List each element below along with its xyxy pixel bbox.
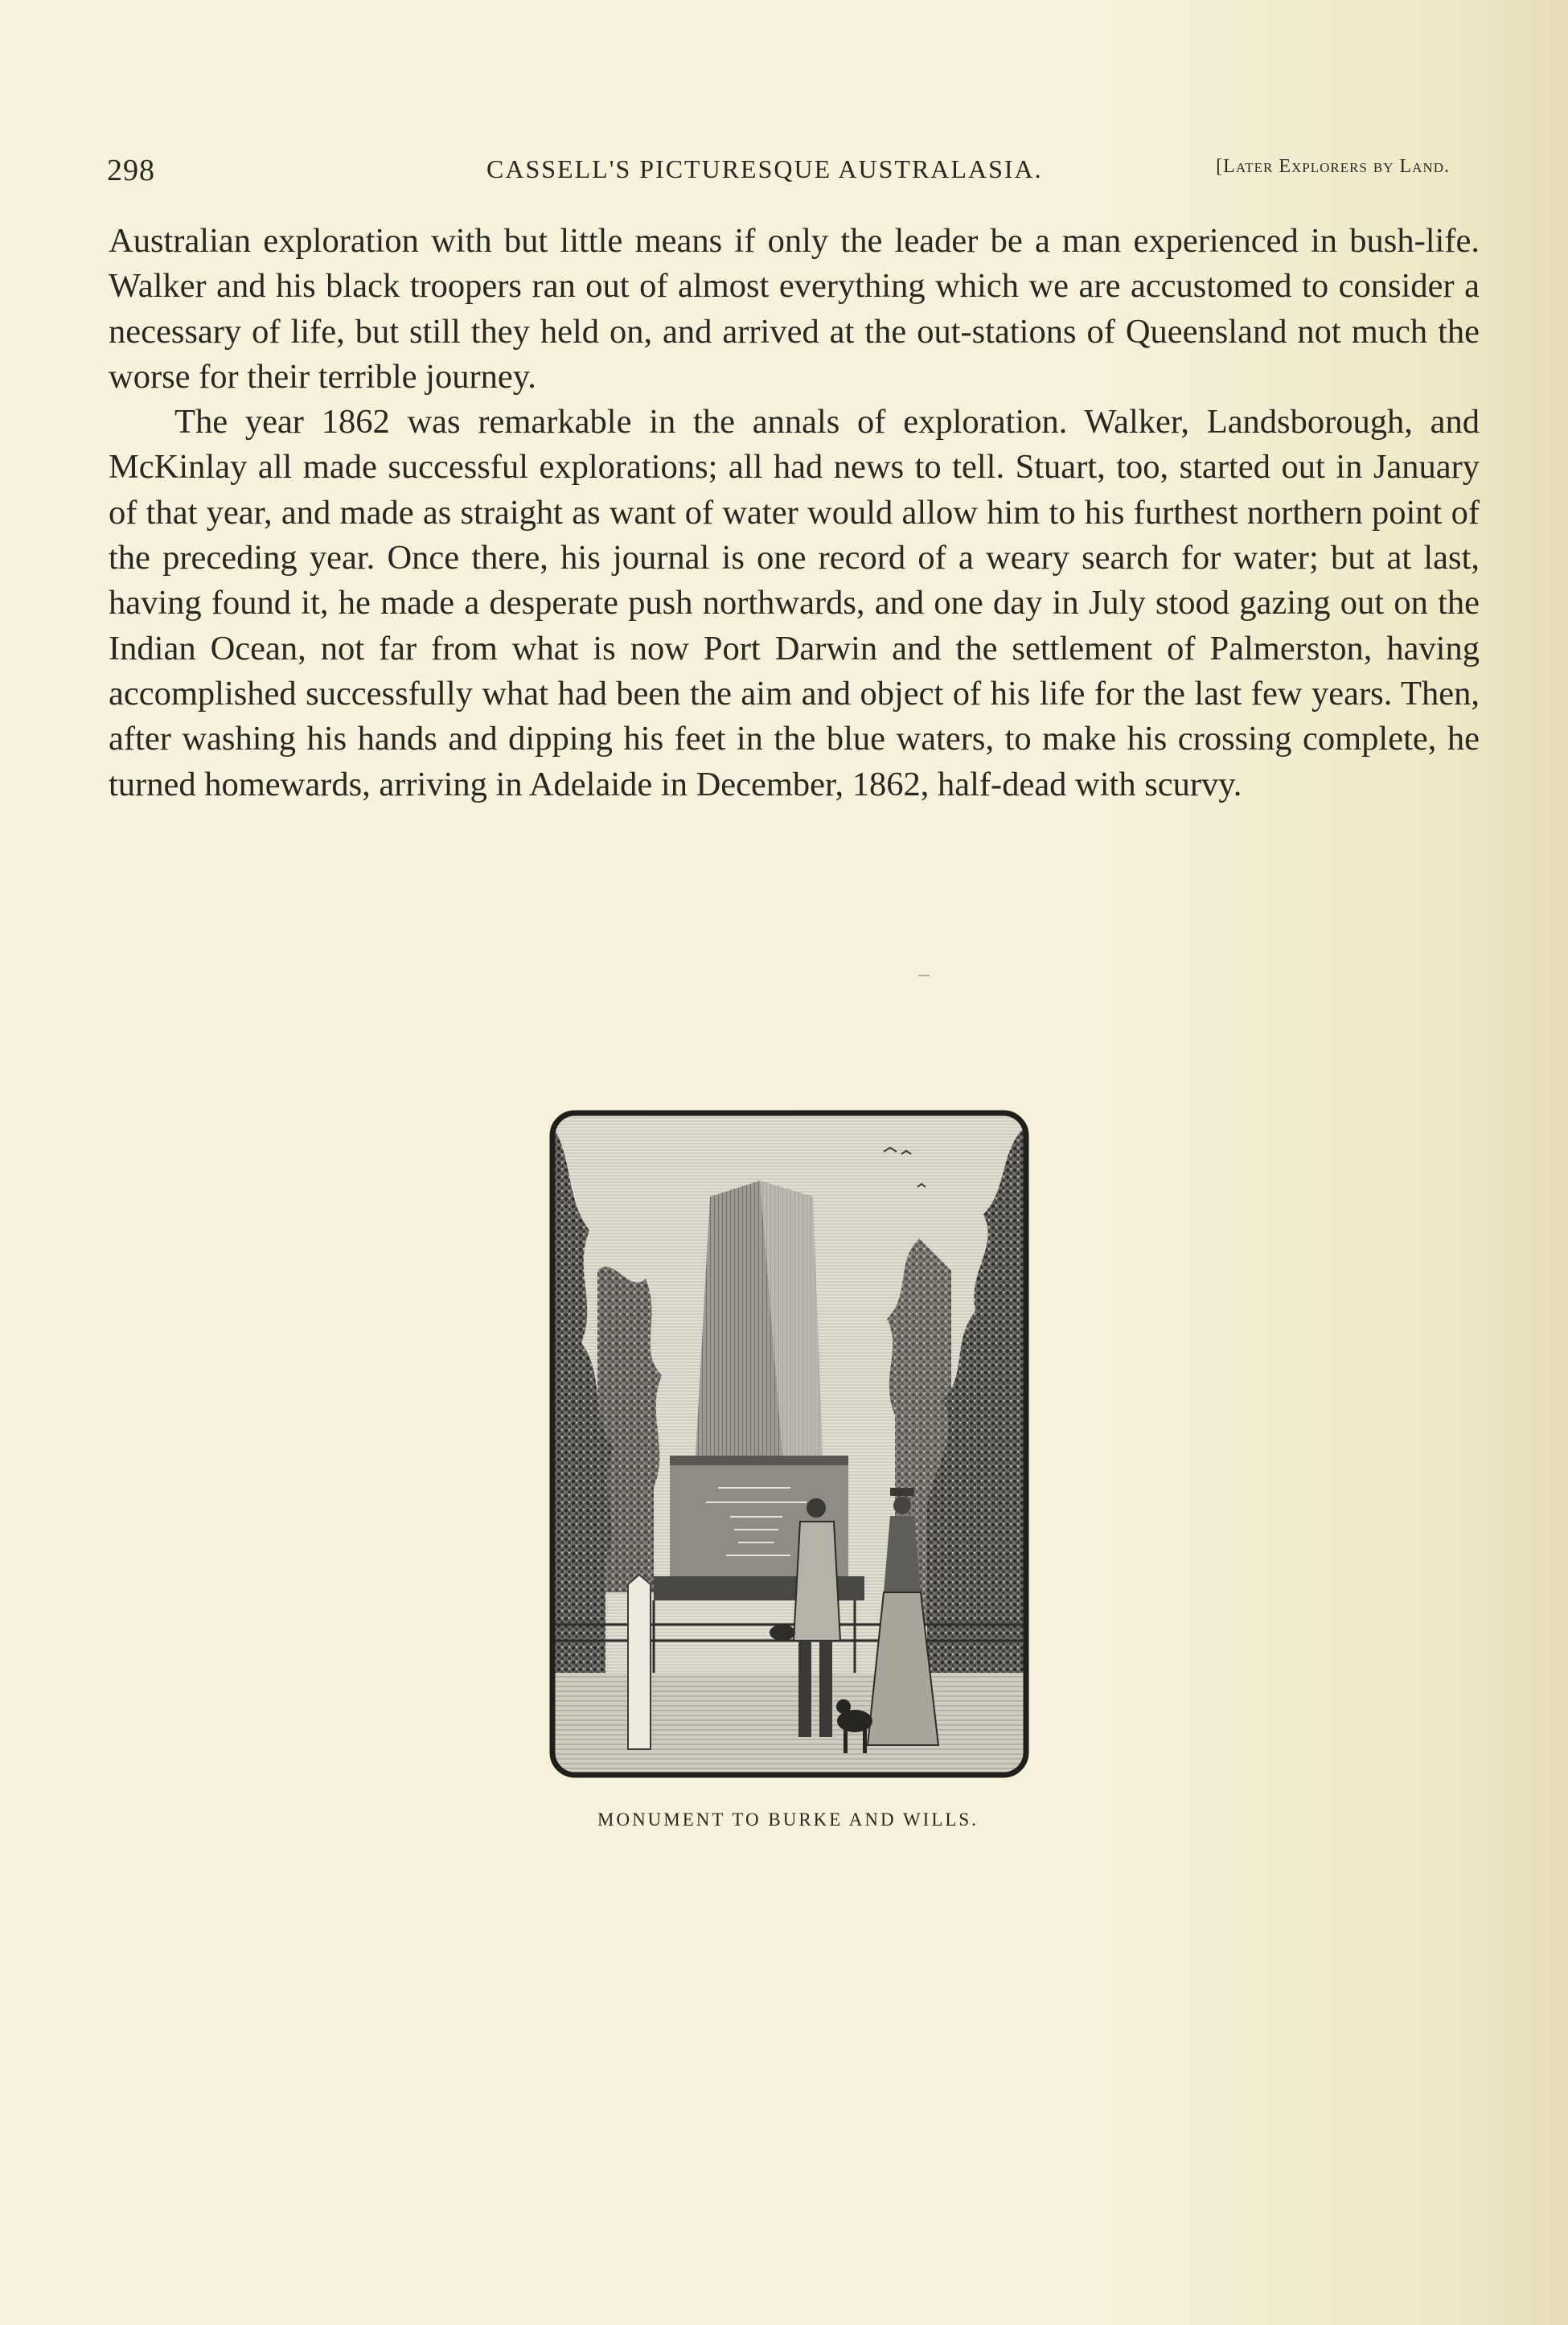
paragraph-1: Australian exploration with but little means if only the leader be a man experienced in bush-life. Walker and his black troopers ran out of almost everything which we are accustomed to consider a necessary of life, but still they held on, and arrived at the out-stations of Queensland not much the worse for their terrible journey. [109,222,1480,396]
decorative-dash [918,975,930,976]
page-number: 298 [107,154,155,187]
path-ground [549,1673,1029,1778]
monument-engraving [549,1110,1029,1778]
running-head [107,150,1450,195]
engraving-scene [549,1110,1029,1778]
figure-caption: MONUMENT TO BURKE AND WILLS. [597,1809,979,1830]
engraving-illustration [549,1110,1029,1778]
stone-post [628,1575,651,1749]
paragraph-2: The year 1862 was remarkable in the annals of exploration. Walker, Landsborough, and McKinlay all made successful explorations; all had news to tell. Stuart, too, started out in January of that year, and made as straight as want of water would allow him to his furthest northern point of the preceding year. Once there, his journal is one record of a weary search for water; but at last, having found it, he made a desperate push northwards, and one day in July stood gazing out on the Indian Ocean, not far from what is now Port Darwin and the settlement of Palmerston, having accomplished successfully what had been the aim and object of his life for the last few years. Then, after washing his hands and dipping his feet in the blue waters, to make his crossing complete, he turned homewards, arriving in Adelaide in December, 1862, half-dead with scurvy. [109,403,1480,803]
monument-cornice [670,1456,848,1465]
body-text [109,219,1480,807]
section-title: [Later Explorers by Land. [1216,156,1450,177]
book-title: CASSELL'S PICTURESQUE AUSTRALASIA. [486,154,1043,183]
